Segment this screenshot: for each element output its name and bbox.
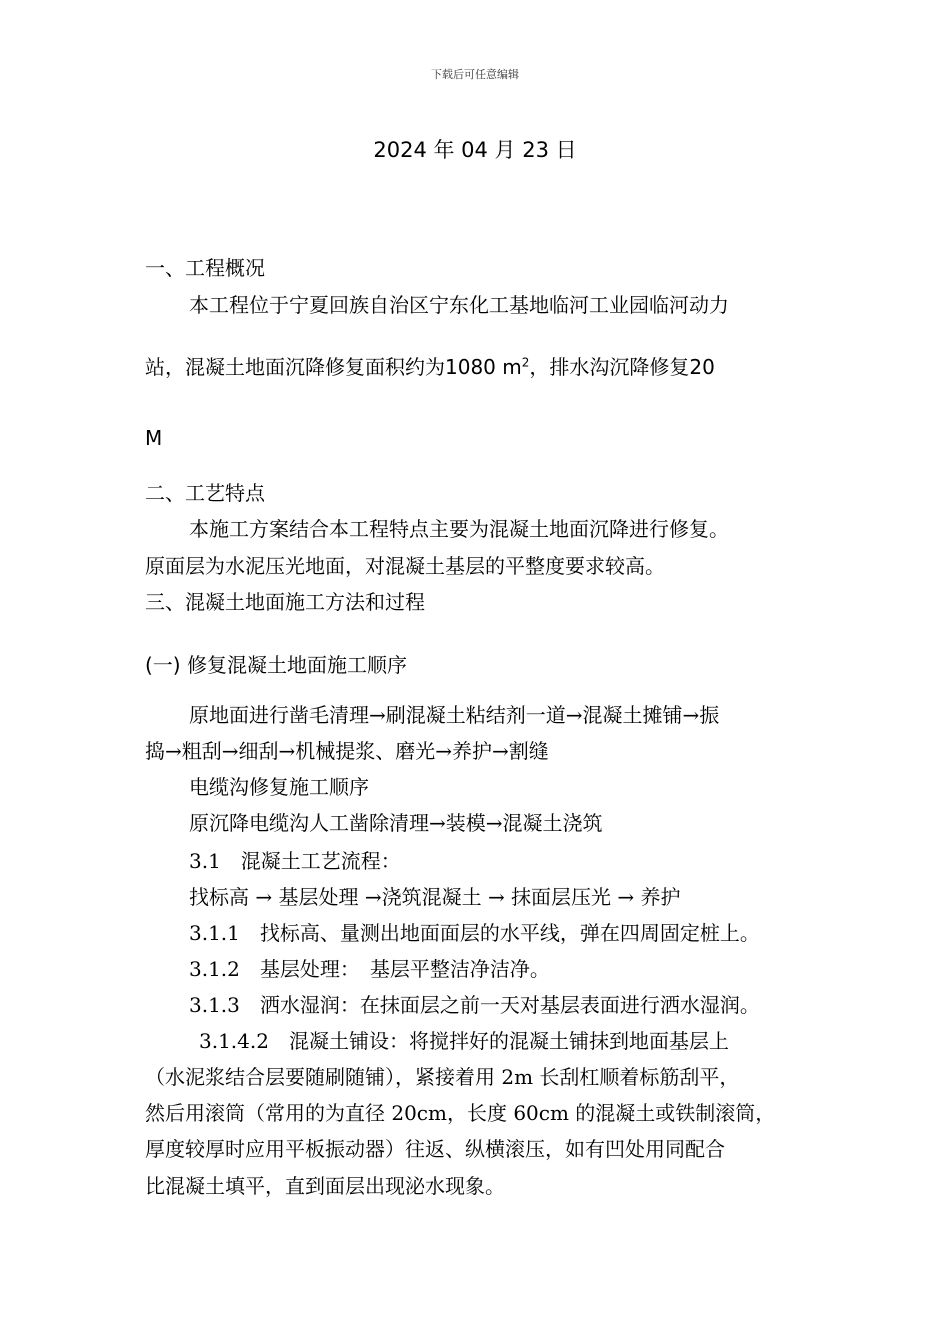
- section-3-1-1: 3.1.1 找标高、量测出地面面层的水平线，弹在四周固定桩上。: [189, 921, 760, 945]
- area-value: 1080 m: [445, 355, 522, 379]
- page-header: 下载后可任意编辑: [431, 68, 519, 81]
- section-3-1-4-2-line-5: 比混凝土填平，直到面层出现泌水现象。: [145, 1174, 505, 1198]
- area-text: 站，混凝土地面沉降修复面积约为: [145, 355, 445, 379]
- section-1-paragraph-line-1: 本工程位于宁夏回族自治区宁东化工基地临河工业园临河动力: [189, 293, 729, 317]
- drain-text: ，排水沟沉降修复: [529, 355, 690, 379]
- document-date: 2024 年 04 月 23 日: [373, 138, 577, 162]
- subsection-number: (一): [145, 653, 181, 677]
- area-unit-superscript: 2: [521, 355, 530, 370]
- section-1-paragraph-line-2: [145, 351, 715, 380]
- section-3-1-2: 3.1.2 基层处理： 基层平整洁净洁净。: [189, 957, 550, 981]
- process-flow: 找标高 → 基层处理 →浇筑混凝土 → 抹面层压光 → 养护: [189, 885, 681, 909]
- section-3-1-4-2-line-2: （水泥浆结合层要随刷随铺），紧接着用 2m 长刮杠顺着标筋刮平，: [145, 1065, 740, 1089]
- section-2-paragraph-line-1: 本施工方案结合本工程特点主要为混凝土地面沉降进行修复。: [189, 517, 729, 541]
- section-2-paragraph-line-2: 原面层为水泥压光地面，对混凝土基层的平整度要求较高。: [145, 554, 665, 578]
- sequence-line-1: 原地面进行凿毛清理→刷混凝土粘结剂一道→混凝土摊铺→振: [189, 703, 720, 727]
- section-3-1-4-2-line-3: 然后用滚筒（常用的为直径 20cm，长度 60cm 的混凝土或铁制滚筒，: [145, 1101, 776, 1125]
- section-1-paragraph-line-3: M: [145, 426, 163, 450]
- subsection-title: 修复混凝土地面施工顺序: [186, 653, 407, 677]
- section-3-1-3: 3.1.3 洒水湿润：在抹面层之前一天对基层表面进行洒水湿润。: [189, 993, 760, 1017]
- section-3-heading: 三、混凝土地面施工方法和过程: [145, 590, 425, 614]
- section-3-1-4-2-line-1: 3.1.4.2 混凝土铺设：将搅拌好的混凝土铺抹到地面基层上: [199, 1029, 729, 1053]
- cable-trench-title: 电缆沟修复施工顺序: [189, 775, 369, 799]
- section-1-heading: 一、工程概况: [145, 256, 265, 280]
- section-2-heading: 二、工艺特点: [145, 481, 265, 505]
- sequence-line-2: 捣→粗刮→细刮→机械提浆、磨光→养护→割缝: [145, 739, 549, 763]
- section-3-1-4-2-line-4: 厚度较厚时应用平板振动器）往返、纵横滚压，如有凹处用同配合: [145, 1137, 725, 1161]
- section-3-1-heading: 3.1 混凝土工艺流程：: [189, 849, 401, 873]
- drain-value: 20: [689, 355, 715, 379]
- cable-trench-sequence: 原沉降电缆沟人工凿除清理→装模→混凝土浇筑: [189, 811, 603, 835]
- subsection-1-heading: [145, 649, 407, 678]
